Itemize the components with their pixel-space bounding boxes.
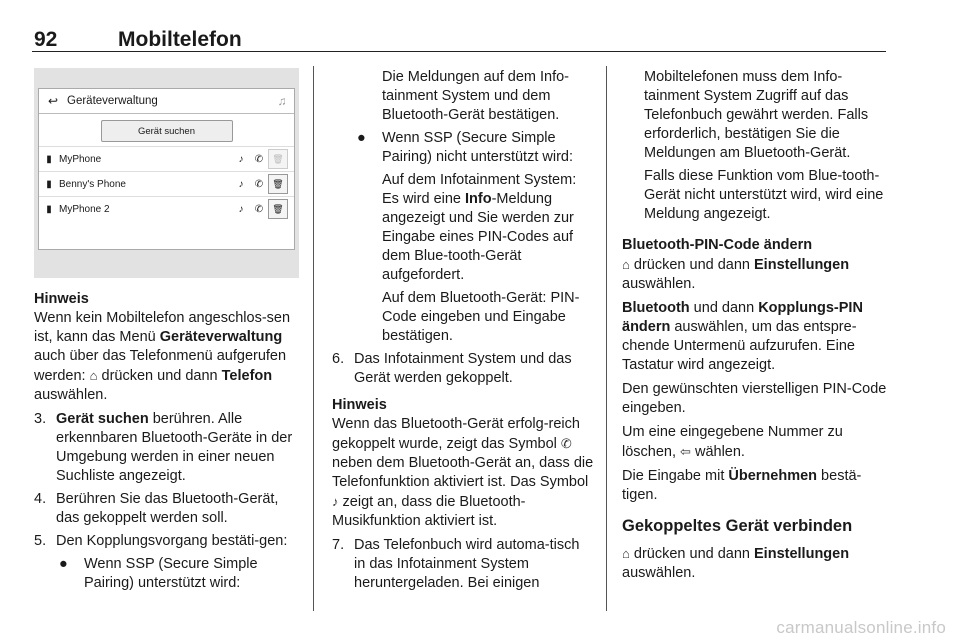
backspace-icon: ⇦ — [680, 444, 691, 459]
paragraph: ⌂ drücken und dann Einstellungen auswählen. — [622, 257, 850, 292]
bluetooth-audio-icon: ♪ — [238, 203, 244, 215]
bluetooth-audio-icon: ♪ — [238, 153, 244, 165]
handset-icon: ✆ — [254, 178, 264, 190]
paragraph: Um eine eingegebene Nummer zu löschen, ⇦ wählen. — [622, 424, 843, 460]
phone-icon: ▮ — [46, 178, 52, 190]
paragraph: Auf dem Infotainment System: Es wird eine Info-Meldung angezeigt und Sie werden zur Eingabe eines PIN-Codes auf dem Blue-tooth-Gerät aufgefordert. — [382, 172, 577, 283]
phone-icon: ▮ — [46, 153, 52, 165]
device-row — [39, 146, 294, 171]
back-icon: ↩ — [47, 93, 59, 108]
device-name: MyPhone — [59, 153, 102, 165]
home-icon: ⌂ — [622, 257, 630, 272]
section-heading: Gekoppeltes Gerät verbinden — [622, 517, 853, 535]
step-6: 6. Das Infotainment System und das Gerät werden gekoppelt. — [332, 351, 572, 386]
page-title: Mobiltelefon — [118, 28, 242, 51]
column-divider-2 — [606, 66, 607, 611]
trash-icon: 🗑 — [268, 149, 288, 169]
paragraph: Auf dem Bluetooth-Gerät: PIN-Code eingeben und Eingabe bestätigen. — [382, 290, 580, 344]
watermark: carmanualsonline.info — [776, 618, 946, 637]
handset-icon: ✆ — [254, 153, 264, 165]
step-4: 4. Berühren Sie das Bluetooth-Gerät, das gekoppelt werden soll. — [34, 491, 279, 526]
header-rule — [32, 51, 886, 52]
page-number: 92 — [34, 28, 58, 51]
device-name: MyPhone 2 — [59, 203, 110, 215]
home-icon: ⌂ — [622, 546, 630, 561]
search-device-button: Gerät suchen — [101, 120, 233, 142]
section-heading: Bluetooth-PIN-Code ändern — [622, 237, 813, 253]
handset-icon: ✆ — [560, 436, 572, 451]
bullet-ssp-supported: ● Wenn SSP (Secure Simple Pairing) unterstützt wird: — [59, 556, 258, 591]
note-text: Wenn kein Mobiltelefon angeschlos-sen ist, kann das Menü Geräteverwaltung auch über das Telefonmenü aufgerufen werden: ⌂ drücken und dann Telefon auswählen. — [34, 310, 291, 403]
paragraph: ⌂ drücken und dann Einstellungen auswählen. — [622, 546, 850, 581]
music-icon: ♫ — [277, 93, 287, 108]
column-divider-1 — [313, 66, 314, 611]
screenshot-screen — [38, 88, 295, 250]
step-7: 7. Das Telefonbuch wird automa-tisch in das Infotainment System heruntergeladen. Bei einigen — [332, 537, 580, 591]
music-note-icon: ♪ — [332, 494, 339, 509]
screenshot-title: Geräteverwaltung — [67, 94, 158, 107]
step-5: 5. Den Kopplungsvorgang bestäti-gen: — [34, 533, 288, 549]
bullet-ssp-not-supported: ● Wenn SSP (Secure Simple Pairing) nicht unterstützt wird: — [357, 130, 573, 165]
note-text: Wenn das Bluetooth-Gerät erfolg-reich gekoppelt wurde, zeigt das Symbol ✆ neben dem Bluetooth-Gerät an, dass die Telefonfunktion aktiviert ist. Das Symbol ♪ zeigt an, dass die Bluetooth-Musikfunktion aktiviert ist. — [332, 416, 594, 529]
note-heading: Hinweis — [332, 397, 387, 413]
paragraph: Bluetooth und dann Kopplungs-PIN ändern auswählen, um das entspre-chende Untermenü aufzurufen. Eine Tastatur wird angezeigt. — [622, 300, 863, 373]
screenshot-header — [39, 89, 294, 114]
paragraph: Den gewünschten vierstelligen PIN-Code eingeben. — [622, 381, 887, 416]
device-manager-screenshot — [34, 68, 299, 278]
bluetooth-audio-icon: ♪ — [238, 178, 244, 190]
trash-icon: 🗑 — [268, 199, 288, 219]
device-row — [39, 171, 294, 196]
handset-icon: ✆ — [254, 203, 264, 215]
step-3: 3. Gerät suchen berühren. Alle erkennbaren Bluetooth-Geräte in der Umgebung werden in einer neuen Suchliste angezeigt. — [34, 411, 293, 484]
paragraph: Die Eingabe mit Übernehmen bestä-tigen. — [622, 468, 862, 503]
paragraph: Falls diese Funktion vom Blue-tooth-Gerät nicht unterstützt wird, wird eine Meldung angezeigt. — [644, 168, 884, 222]
trash-icon: 🗑 — [268, 174, 288, 194]
phone-icon: ▮ — [46, 203, 52, 215]
column-2 — [332, 68, 594, 597]
paragraph: Mobiltelefonen muss dem Info-tainment System Zugriff auf das Telefonbuch gewährt werden. Falls erforderlich, bestätigen Sie die Meldungen am Bluetooth-Gerät. — [644, 69, 869, 161]
device-row — [39, 196, 294, 221]
home-icon: ⌂ — [89, 368, 98, 383]
note-heading: Hinweis — [34, 291, 89, 307]
column-3 — [622, 68, 890, 588]
device-name: Benny's Phone — [59, 178, 126, 190]
column-1 — [34, 68, 299, 597]
paragraph: Die Meldungen auf dem Info-tainment System und dem Bluetooth-Gerät bestätigen. — [382, 69, 569, 123]
